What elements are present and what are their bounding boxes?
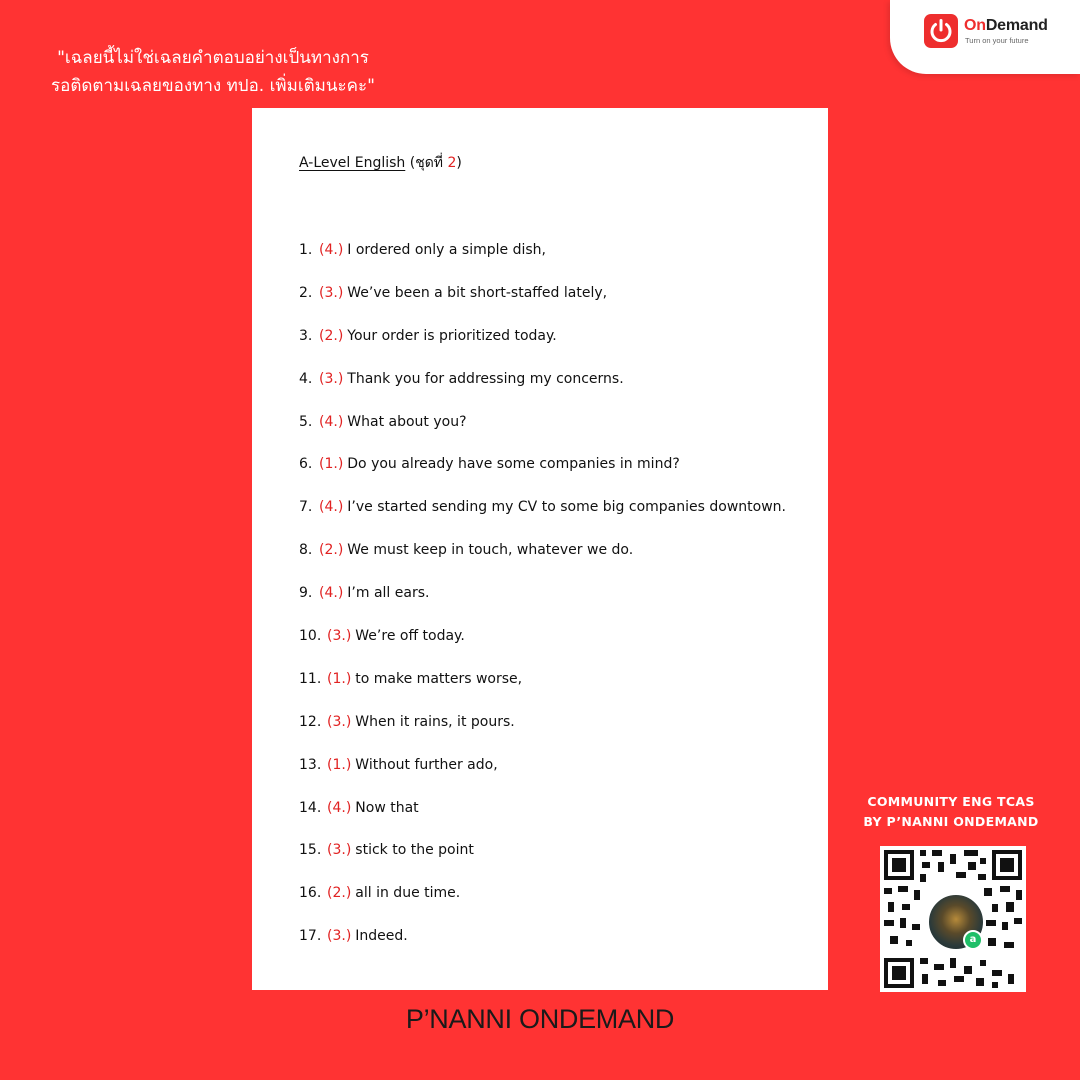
answer-text: Thank you for addressing my concerns. — [347, 370, 624, 387]
answer-text: Now that — [355, 799, 419, 816]
answer-number: 1. — [299, 242, 313, 258]
answer-number: 12. — [299, 713, 322, 730]
answer-number: 17. — [299, 928, 322, 945]
answer-number: 14. — [299, 799, 322, 816]
answer-number: 15. — [299, 842, 322, 859]
answer-choice: (3.) — [327, 842, 352, 859]
answer-number: 13. — [299, 756, 322, 773]
answer-number: 4. — [299, 370, 313, 387]
answer-number: 5. — [299, 413, 313, 430]
answer-text: Without further ado, — [355, 756, 498, 773]
answer-number: 10. — [299, 628, 322, 645]
brand-tagline: Turn on your future — [965, 36, 1029, 45]
answer-row — [299, 451, 786, 494]
answer-text: Do you already have some companies in mind? — [347, 456, 680, 473]
answer-number: 3. — [299, 327, 313, 344]
answer-row — [299, 623, 786, 666]
answer-row — [299, 837, 786, 880]
answer-row — [299, 666, 786, 709]
answer-number: 7. — [299, 499, 313, 516]
notice-line-1: "เฉลยนี้ไม่ใช่เฉลยคำตอบอย่างเป็นทางการ — [57, 48, 369, 68]
answer-choice: (3.) — [327, 628, 352, 645]
answer-text: to make matters worse, — [355, 670, 523, 687]
answer-number: 9. — [299, 585, 313, 602]
disclaimer-notice — [48, 44, 378, 100]
answer-choice: (4.) — [319, 242, 344, 258]
answer-sheet-title: A-Level English (ชุดที่ 2) — [299, 155, 462, 171]
answer-choice: (2.) — [327, 885, 352, 902]
line-badge-icon: a — [963, 930, 983, 950]
answer-text: Indeed. — [355, 928, 408, 945]
answer-text: I’ve started sending my CV to some big companies downtown. — [347, 499, 786, 516]
answer-list — [299, 237, 786, 966]
answer-choice: (2.) — [319, 327, 344, 344]
brand-name: OnDemand — [964, 17, 1048, 34]
answer-choice: (3.) — [319, 370, 344, 387]
answer-number: 16. — [299, 885, 322, 902]
answer-choice: (2.) — [319, 542, 344, 559]
footer-brand: P’NANNI ONDEMAND — [405, 1004, 675, 1034]
answer-text: I’m all ears. — [347, 585, 430, 602]
answer-number: 6. — [299, 456, 313, 473]
answer-choice: (3.) — [319, 284, 344, 301]
answer-number: 2. — [299, 284, 313, 301]
answer-text: We’ve been a bit short-staffed lately, — [347, 284, 608, 301]
answer-row — [299, 409, 786, 452]
answer-row — [299, 280, 786, 323]
answer-row — [299, 795, 786, 838]
answer-text: We must keep in touch, whatever we do. — [347, 542, 634, 559]
answer-choice: (4.) — [319, 499, 344, 516]
answer-text: I ordered only a simple dish, — [347, 242, 546, 258]
answer-row — [299, 537, 786, 580]
line-qr-code[interactable] — [880, 846, 1026, 992]
answer-text: What about you? — [347, 413, 467, 430]
answer-row — [299, 923, 786, 966]
answer-choice: (4.) — [319, 413, 344, 430]
answer-text: Your order is prioritized today. — [347, 327, 557, 344]
answer-row — [299, 237, 786, 280]
answer-row — [299, 323, 786, 366]
answer-text: stick to the point — [355, 842, 474, 859]
answer-choice: (4.) — [327, 799, 352, 816]
answer-choice: (1.) — [327, 670, 352, 687]
answer-text: When it rains, it pours. — [355, 713, 515, 730]
ondemand-logo — [890, 0, 1080, 74]
community-label — [860, 792, 1042, 832]
answer-text: all in due time. — [355, 885, 461, 902]
answer-number: 11. — [299, 670, 322, 687]
notice-line-2: รอติดตามเฉลยของทาง ทปอ. เพิ่มเติมนะคะ" — [51, 76, 375, 96]
power-icon — [924, 14, 958, 48]
answer-row — [299, 752, 786, 795]
answer-row — [299, 880, 786, 923]
answer-number: 8. — [299, 542, 313, 559]
answer-choice: (1.) — [319, 456, 344, 473]
community-line-2: BY P’NANNI ONDEMAND — [863, 814, 1039, 829]
answer-row — [299, 709, 786, 752]
answer-row — [299, 494, 786, 537]
answer-text: We’re off today. — [355, 628, 465, 645]
answer-choice: (3.) — [327, 713, 352, 730]
answer-choice: (3.) — [327, 928, 352, 945]
answer-choice: (4.) — [319, 585, 344, 602]
answer-row — [299, 366, 786, 409]
community-line-1: COMMUNITY ENG TCAS — [867, 794, 1035, 809]
answer-choice: (1.) — [327, 756, 352, 773]
answer-sheet — [252, 108, 828, 990]
answer-row — [299, 580, 786, 623]
